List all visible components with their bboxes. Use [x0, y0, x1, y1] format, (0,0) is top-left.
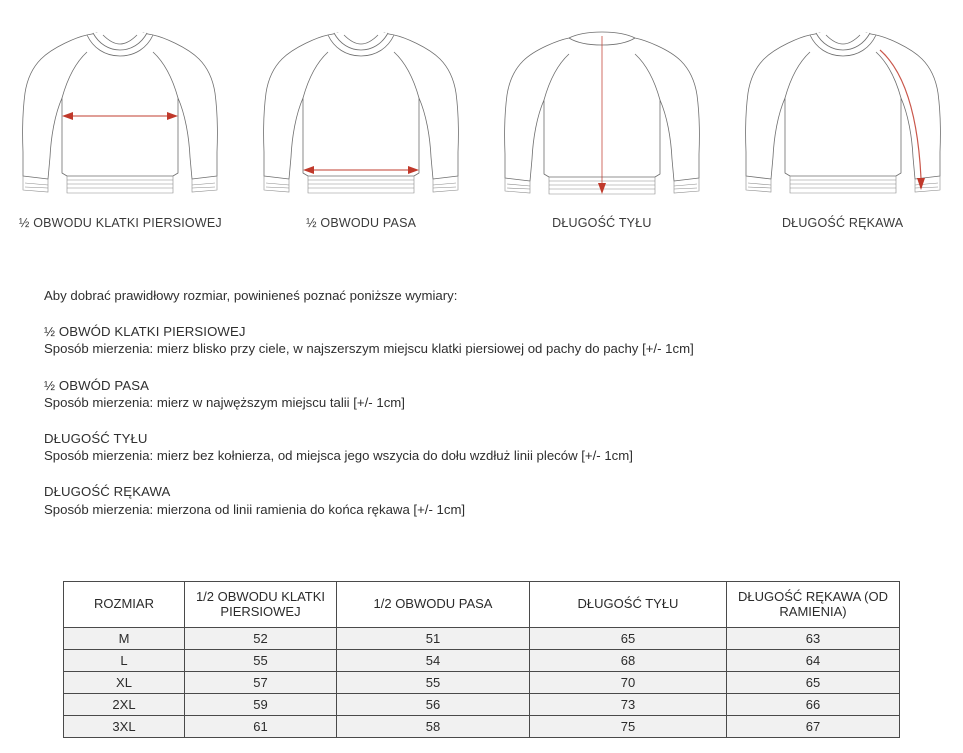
figure-caption: ½ OBWODU KLATKI PIERSIOWEJ — [18, 216, 222, 230]
table-cell-waist: 58 — [337, 716, 530, 738]
instruction-title: ½ OBWÓD KLATKI PIERSIOWEJ — [44, 324, 246, 340]
table-header-cell: DŁUGOŚĆ TYŁU — [530, 582, 727, 628]
instructions-intro: Aby dobrać prawidłowy rozmiar, powinieneś poznać poniższe wymiary: — [44, 288, 458, 303]
instruction-description: Sposób mierzenia: mierzona od linii ramienia do końca rękawa [+/- 1cm] — [44, 501, 466, 517]
table-cell-size: M — [64, 628, 185, 650]
measurement-illustrations — [0, 0, 963, 248]
table-row — [64, 694, 900, 716]
instruction-group-waist — [44, 379, 904, 409]
table-cell-chest: 61 — [185, 716, 337, 738]
table-cell-size: 3XL — [64, 716, 185, 738]
size-table-container — [63, 581, 899, 738]
table-header-cell: ROZMIAR — [64, 582, 185, 628]
figure-back-length — [482, 0, 723, 248]
table-header-cell: DŁUGOŚĆ RĘKAWA (OD RAMIENIA) — [727, 582, 900, 628]
table-cell-chest: 52 — [185, 628, 337, 650]
table-cell-back-length: 65 — [530, 628, 727, 650]
figure-chest — [0, 0, 241, 248]
table-cell-sleeve-length: 67 — [727, 716, 900, 738]
figure-waist — [241, 0, 482, 248]
table-cell-waist: 51 — [337, 628, 530, 650]
instruction-title: ½ OBWÓD PASA — [44, 377, 150, 393]
table-cell-size: XL — [64, 672, 185, 694]
table-header-cell: 1/2 OBWODU KLATKI PIERSIOWEJ — [185, 582, 337, 628]
figure-sleeve-length — [722, 0, 963, 248]
instruction-title: DŁUGOŚĆ RĘKAWA — [44, 484, 171, 500]
figure-caption: DŁUGOŚĆ RĘKAWA — [781, 216, 904, 230]
table-cell-back-length: 75 — [530, 716, 727, 738]
table-row — [64, 628, 900, 650]
table-cell-chest: 59 — [185, 694, 337, 716]
table-cell-sleeve-length: 65 — [727, 672, 900, 694]
sweatshirt-front-icon — [15, 18, 225, 198]
table-cell-chest: 57 — [185, 672, 337, 694]
table-header-row — [64, 582, 900, 628]
figure-caption: ½ OBWODU PASA — [306, 216, 417, 230]
size-table — [63, 581, 900, 738]
instruction-description: Sposób mierzenia: mierz w najwęższym miejscu talii [+/- 1cm] — [44, 394, 405, 410]
table-cell-back-length: 70 — [530, 672, 727, 694]
instruction-title: DŁUGOŚĆ TYŁU — [44, 431, 148, 447]
table-cell-sleeve-length: 64 — [727, 650, 900, 672]
sweatshirt-back-icon — [497, 18, 707, 198]
table-cell-size: 2XL — [64, 694, 185, 716]
instruction-description: Sposób mierzenia: mierz bez kołnierza, od miejsca jego wszycia do dołu wzdłuż linii pleców [+/- 1cm] — [44, 448, 633, 464]
table-cell-sleeve-length: 63 — [727, 628, 900, 650]
measurement-instructions — [44, 289, 904, 516]
instruction-group-chest — [44, 325, 904, 355]
instruction-group-back-length — [44, 432, 904, 462]
instruction-description: Sposób mierzenia: mierz blisko przy ciele, w najszerszym miejscu klatki piersiowej od pachy do pachy [+/- 1cm] — [44, 341, 694, 357]
instruction-group-sleeve-length — [44, 485, 904, 515]
table-cell-waist: 56 — [337, 694, 530, 716]
table-row — [64, 716, 900, 738]
table-cell-back-length: 73 — [530, 694, 727, 716]
table-cell-waist: 54 — [337, 650, 530, 672]
table-cell-chest: 55 — [185, 650, 337, 672]
table-cell-size: L — [64, 650, 185, 672]
figure-caption: DŁUGOŚĆ TYŁU — [552, 216, 652, 230]
table-cell-waist: 55 — [337, 672, 530, 694]
table-row — [64, 672, 900, 694]
sweatshirt-front-icon — [256, 18, 466, 198]
table-row — [64, 650, 900, 672]
sweatshirt-front-icon — [738, 18, 948, 198]
table-cell-sleeve-length: 66 — [727, 694, 900, 716]
table-header-cell: 1/2 OBWODU PASA — [337, 582, 530, 628]
table-cell-back-length: 68 — [530, 650, 727, 672]
